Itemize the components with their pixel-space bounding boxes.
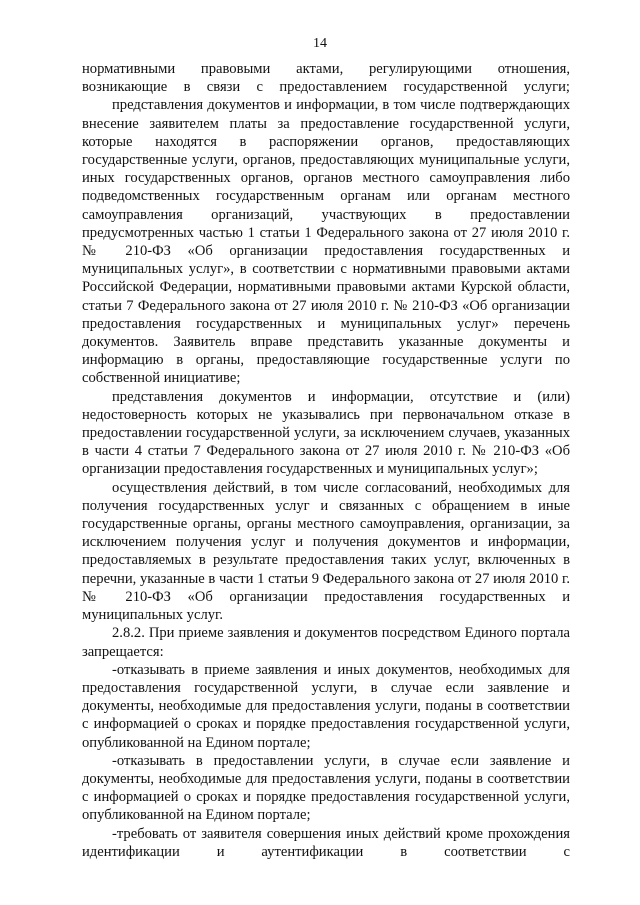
paragraph: осуществления действий, в том числе согласований, необходимых для получения государственных услуг и связанных с обращением в иные государственные органы, органы местного самоуправления, организации, за исключением получения услуг и получения документов и информации, предоставляемых в результате предоставления таких услуг, включенных в перечни, указанные в части 1 статьи 9 Федерального закона от 27 июля 2010 г. № 210-ФЗ «Об организации предоставления государственных и муниципальных услуг. (82, 479, 570, 624)
paragraph: -требовать от заявителя совершения иных действий кроме прохождения идентификации и аутентификации в соответствии с (82, 825, 570, 860)
paragraph: -отказывать в предоставлении услуги, в случае если заявление и документы, необходимые для предоставления услуги, поданы в соответствии с информацией о сроках и порядке предоставления государственной услуги, опубликованной на Едином портале; (82, 752, 570, 824)
paragraph: представления документов и информации, в том числе подтверждающих внесение заявителем платы за предоставление государственной услуги, которые находятся в распоряжении органов, предоставляющих государственные услуги, органов, предоставляющих муниципальные услуги, иных государственных органов, органов местного самоуправления либо подведомственных государственным органам или органам местного самоуправления организаций, участвующих в предоставлении предусмотренных частью 1 статьи 1 Федерального закона от 27 июля 2010 г. № 210-ФЗ «Об организации предоставления государственных и муниципальных услуг», в соответствии с нормативными правовыми актами Российской Федерации, нормативными правовыми актами Курской области, статьи 7 Федерального закона от 27 июля 2010 г. № 210-ФЗ «Об организации предоставления государственных и муниципальных услуг» перечень документов. Заявитель вправе представить указанные документы и информацию в органы, предоставляющие государственные услуги по собственной инициативе; (82, 97, 570, 387)
paragraph: 2.8.2. При приеме заявления и документов посредством Единого портала запрещается: (82, 625, 570, 660)
page-number: 14 (313, 36, 327, 51)
document-body (82, 60, 570, 861)
paragraph: -отказывать в приеме заявления и иных документов, необходимых для предоставления государственной услуги, в случае если заявление и документы, необходимые для предоставления услуги, поданы в соответствии с информацией о сроках и порядке предоставления государственной услуги, опубликованной на Едином портале; (82, 661, 570, 751)
paragraph: представления документов и информации, отсутствие и (или) недостоверность которых не указывались при первоначальном отказе в предоставлении государственной услуги, за исключением случаев, указанных в части 4 статьи 7 Федерального закона от 27 июля 2010 г. № 210-ФЗ «Об организации предоставления государственных и муниципальных услуг»; (82, 388, 570, 478)
paragraph: нормативными правовыми актами, регулирующими отношения, возникающие в связи с предоставлением государственной услуги; (82, 61, 570, 96)
